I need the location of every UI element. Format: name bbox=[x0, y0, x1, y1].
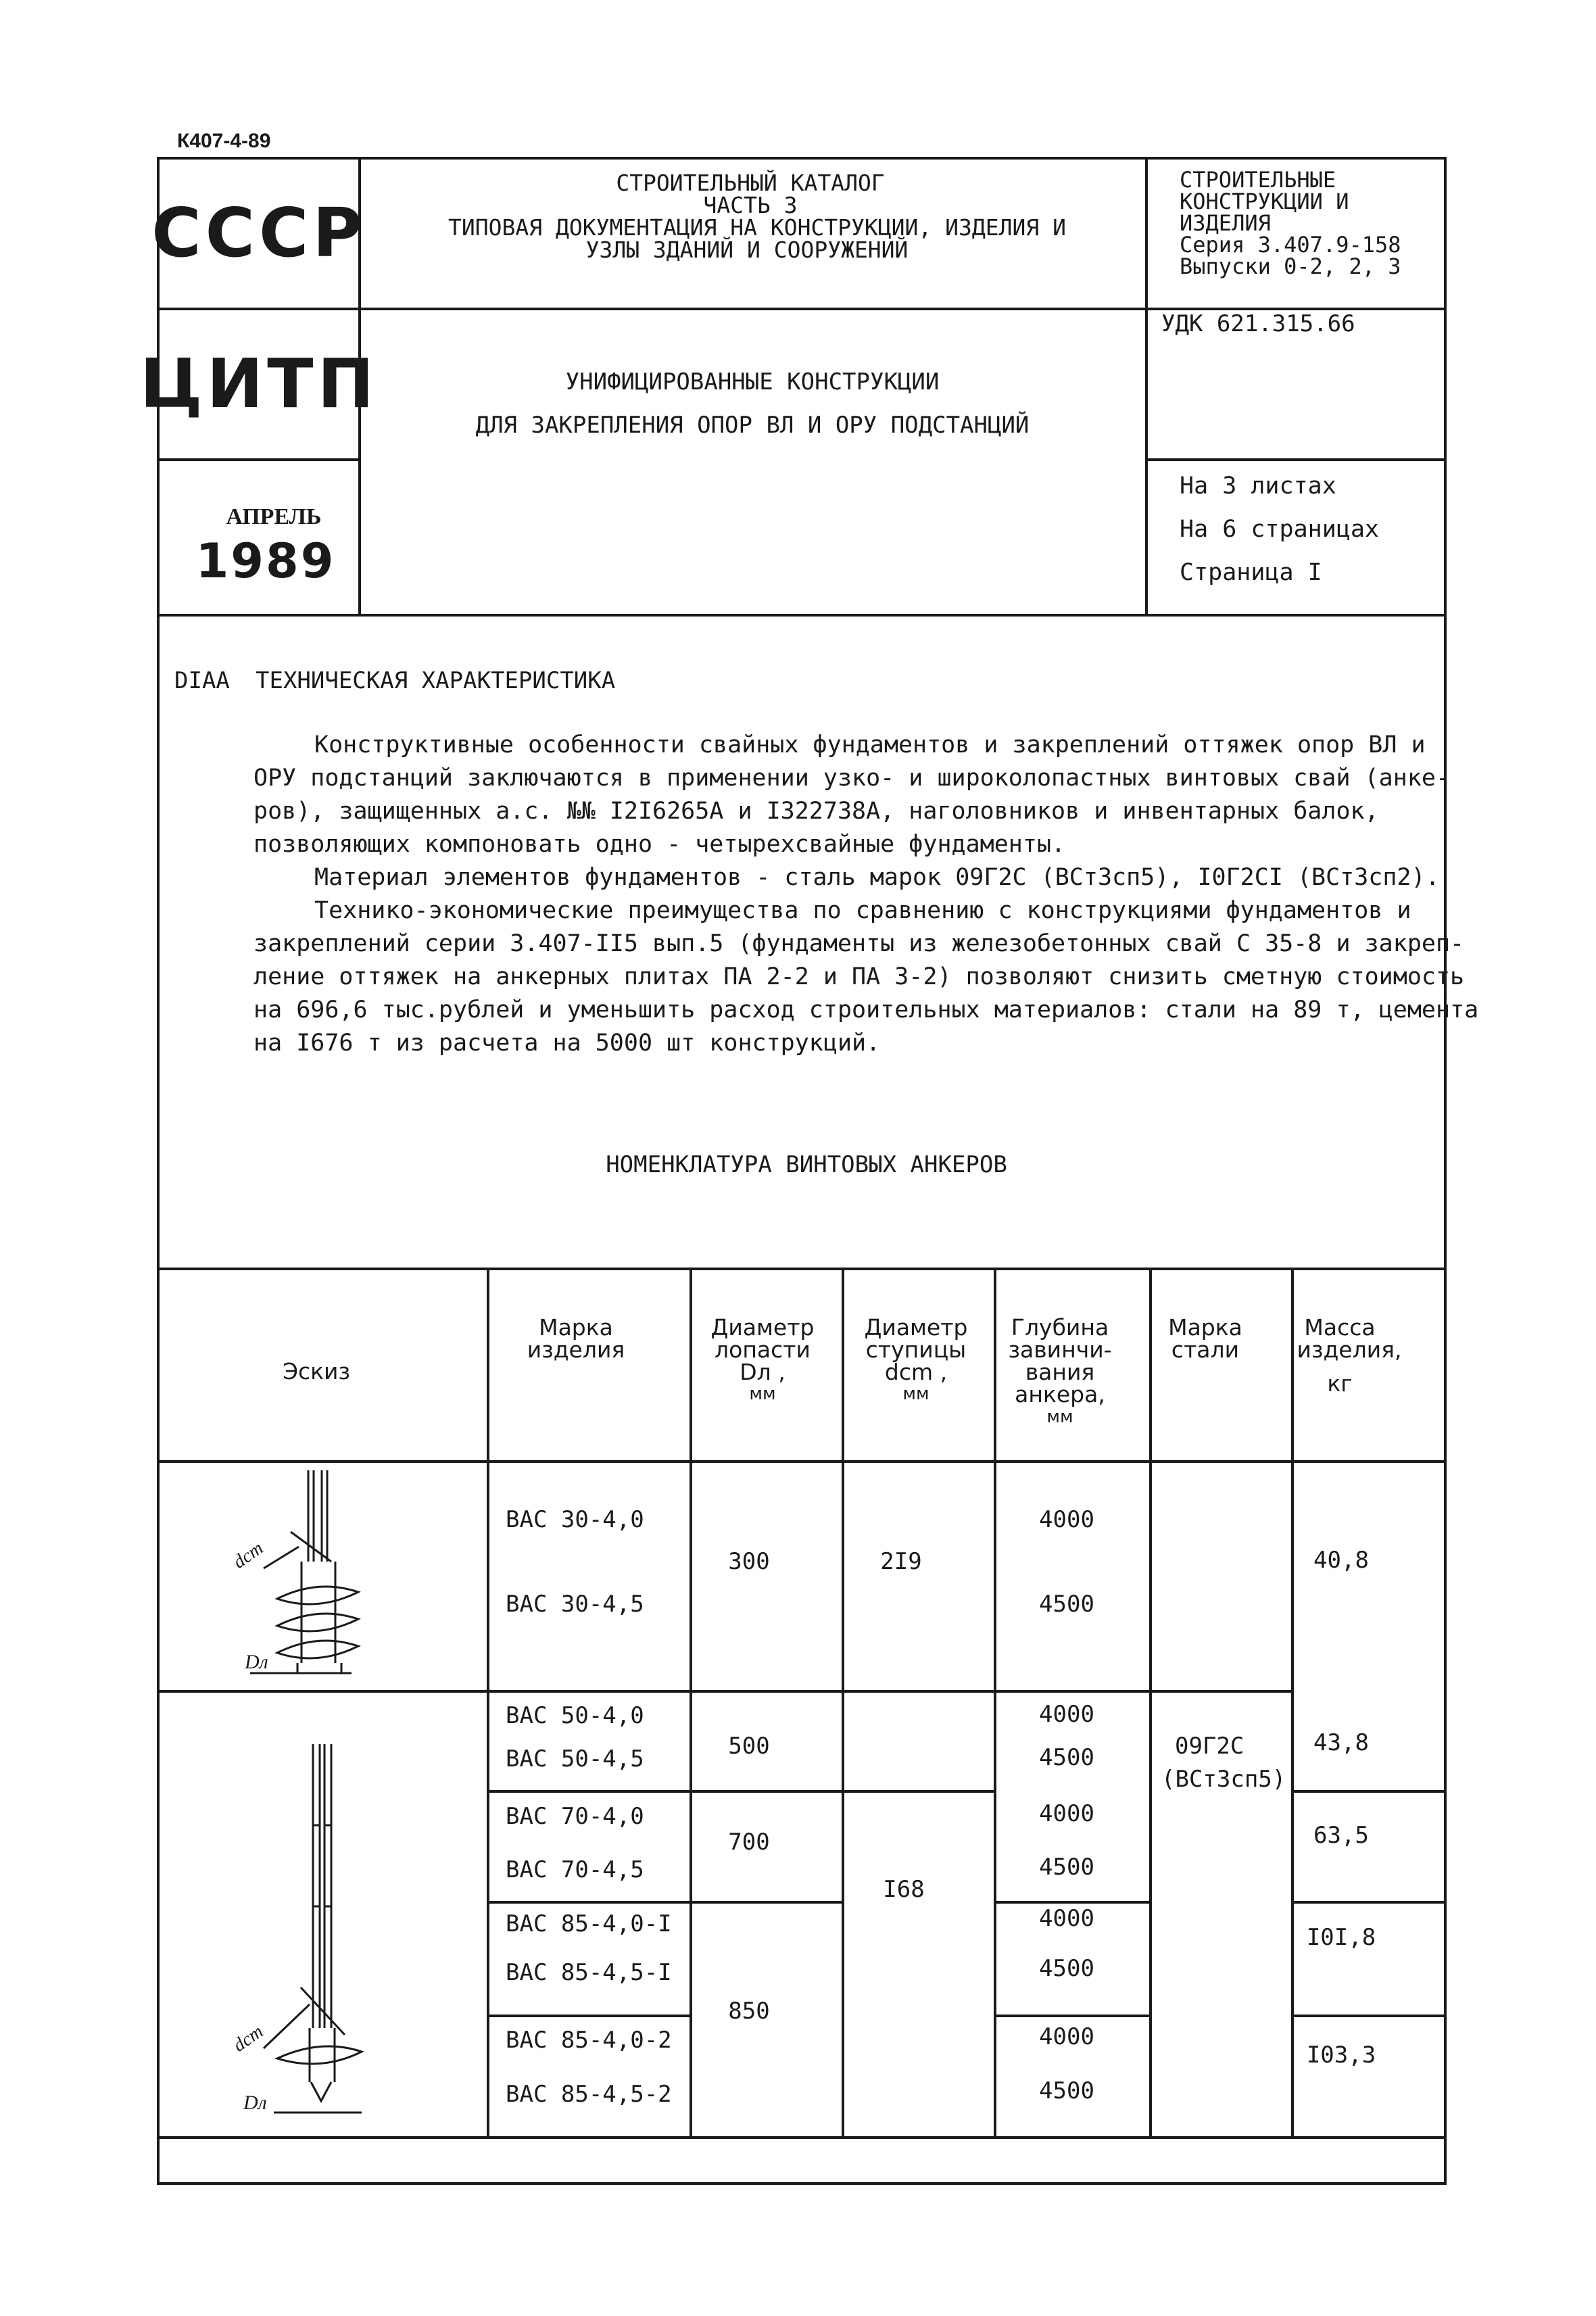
section-line-1: СТРОИТЕЛЬНЫЕ bbox=[1180, 167, 1336, 193]
row-depth-8: 4500 bbox=[1039, 1955, 1094, 1982]
catalog-line-2: ЧАСТЬ 3 bbox=[703, 192, 798, 218]
paragraph-line-2: ОРУ подстанций заключаются в применении узко- и широколопастных винтовых свай (анке- bbox=[253, 765, 1451, 792]
blade-diameter-300: 300 bbox=[728, 1548, 770, 1575]
mass-3: 63,5 bbox=[1313, 1822, 1369, 1849]
table-title: НОМЕНКЛАТУРА ВИНТОВЫХ АНКЕРОВ bbox=[606, 1151, 1007, 1178]
catalog-line-3: ТИПОВАЯ ДОКУМЕНТАЦИЯ НА КОНСТРУКЦИИ, ИЗДЕЛИЯ И bbox=[448, 214, 1066, 241]
header-hub-4: мм bbox=[902, 1384, 929, 1404]
document-title-line-1: УНИФИЦИРОВАННЫЕ КОНСТРУКЦИИ bbox=[565, 368, 940, 395]
blade-diameter-700: 700 bbox=[728, 1829, 770, 1856]
mass-1: 40,8 bbox=[1313, 1547, 1369, 1574]
mass-5: I03,3 bbox=[1306, 2042, 1376, 2069]
header-sketch: Эскиз bbox=[282, 1358, 351, 1384]
row-mark-4: ВАС 50-4,5 bbox=[506, 1745, 644, 1772]
table-col-6 bbox=[1291, 1268, 1294, 2138]
header-depth-5: мм bbox=[1046, 1407, 1073, 1427]
table-row-rule-50 bbox=[487, 1790, 994, 1793]
table-col-5 bbox=[1149, 1268, 1152, 2138]
header-mass-3: кг bbox=[1327, 1370, 1353, 1397]
org-citp: ЦИТП bbox=[139, 344, 379, 423]
row-depth-3: 4000 bbox=[1039, 1701, 1094, 1728]
paragraph-line-6: Технико-экономические преимущества по сравнению с конструкциями фундаментов и bbox=[314, 897, 1411, 924]
table-row-rule-70 bbox=[487, 1901, 842, 1904]
paragraph-line-3: ров), защищенных а.с. №№ I2I6265А и I322738А, наголовников и инвентарных балок, bbox=[253, 798, 1379, 825]
document-code: К407-4-89 bbox=[177, 130, 271, 152]
row-mark-1: ВАС 30-4,0 bbox=[506, 1506, 644, 1533]
row-depth-2: 4500 bbox=[1039, 1591, 1094, 1618]
udk-code: УДК 621.315.66 bbox=[1161, 310, 1355, 337]
blade-diameter-850: 850 bbox=[728, 1998, 770, 2025]
sketch-hub-label: dcm bbox=[229, 1537, 268, 1573]
header-steel-2: стали bbox=[1171, 1336, 1240, 1363]
header-steel-1: Марка bbox=[1168, 1314, 1242, 1341]
table-row-rule-mass-70 bbox=[1291, 1901, 1447, 1904]
row-depth-1: 4000 bbox=[1039, 1506, 1094, 1533]
header-rule-3 bbox=[157, 614, 1447, 617]
header-hub-2: ступицы bbox=[865, 1336, 967, 1363]
paragraph-line-5: Материал элементов фундаментов - сталь марок 09Г2С (ВСтЗсп5), I0Г2СI (ВСтЗсп2). bbox=[314, 864, 1440, 891]
table-col-1 bbox=[487, 1268, 489, 2138]
row-depth-6: 4500 bbox=[1039, 1854, 1094, 1881]
header-blade-3: Dл , bbox=[740, 1359, 785, 1385]
header-depth-3: вания bbox=[1025, 1359, 1095, 1385]
publication-year: 1989 bbox=[195, 533, 336, 589]
header-depth-1: Глубина bbox=[1011, 1314, 1109, 1341]
section-code: DIAA bbox=[174, 667, 230, 694]
header-mark-1: Марка bbox=[539, 1314, 613, 1341]
table-top-rule bbox=[157, 1268, 1447, 1270]
row-mark-5: ВАС 70-4,0 bbox=[506, 1803, 644, 1830]
sketch-blade-label-2: Dл bbox=[243, 2092, 267, 2114]
section-line-2: КОНСТРУКЦИИ И bbox=[1180, 189, 1349, 214]
table-col-4 bbox=[994, 1268, 996, 2138]
catalog-line-1: СТРОИТЕЛЬНЫЙ КАТАЛОГ bbox=[616, 170, 885, 196]
paragraph-line-8: ление оттяжек на анкерных плитах ПА 2-2 и ПА 3-2) позволяют снизить сметную стоимость bbox=[253, 963, 1465, 990]
row-mark-8: ВАС 85-4,5-I bbox=[506, 1959, 672, 1986]
paragraph-line-1: Конструктивные особенности свайных фундаментов и закреплений оттяжек опор ВЛ и bbox=[314, 731, 1426, 758]
table-header-rule bbox=[157, 1460, 1447, 1463]
table-row-rule-85-1 bbox=[487, 2015, 690, 2017]
row-mark-2: ВАС 30-4,5 bbox=[506, 1591, 644, 1618]
page-count: На 6 страницах bbox=[1180, 516, 1380, 543]
header-blade-1: Диаметр bbox=[710, 1314, 815, 1341]
header-blade-2: лопасти bbox=[715, 1336, 811, 1363]
publication-month: АПРЕЛЬ bbox=[226, 504, 322, 529]
series-number: Серия 3.407.9-158 bbox=[1180, 232, 1401, 258]
table-row-rule-70-depth bbox=[994, 1901, 1149, 1904]
sketch-anchor-wide-blade bbox=[223, 1467, 419, 1687]
table-row-rule-mass-85-1 bbox=[1291, 2015, 1447, 2017]
header-rule-2a bbox=[157, 458, 360, 461]
row-mark-7: ВАС 85-4,0-I bbox=[506, 1910, 672, 1937]
sketch-blade-label: Dл bbox=[245, 1651, 268, 1673]
header-hub-3: dcm , bbox=[884, 1359, 948, 1385]
header-depth-4: анкера, bbox=[1015, 1381, 1105, 1407]
mass-2: 43,8 bbox=[1313, 1729, 1369, 1756]
hub-diameter-168: I68 bbox=[883, 1876, 925, 1903]
header-hub-1: Диаметр bbox=[864, 1314, 968, 1341]
table-col-2 bbox=[690, 1268, 692, 2138]
header-mass-2: изделия, bbox=[1297, 1336, 1402, 1363]
document-title-line-2: ДЛЯ ЗАКРЕПЛЕНИЯ ОПОР ВЛ И ОРУ ПОДСТАНЦИЙ bbox=[475, 412, 1030, 439]
paragraph-line-9: на 696,6 тыс.рублей и уменьшить расход строительных материалов: стали на 89 т, цемента bbox=[253, 996, 1479, 1023]
sheet-count: На 3 листах bbox=[1180, 473, 1336, 500]
row-depth-5: 4000 bbox=[1039, 1800, 1094, 1827]
sketch-hub-label-2: dcm bbox=[229, 2021, 268, 2056]
paragraph-line-10: на I676 т из расчета на 5000 шт конструкций. bbox=[253, 1030, 881, 1057]
section-line-3: ИЗДЕЛИЯ bbox=[1180, 210, 1271, 236]
issues: Выпуски 0-2, 2, 3 bbox=[1180, 254, 1401, 279]
row-depth-10: 4500 bbox=[1039, 2077, 1094, 2104]
header-divider-right bbox=[1145, 157, 1148, 617]
header-mark-2: изделия bbox=[527, 1336, 625, 1363]
row-mark-10: ВАС 85-4,5-2 bbox=[506, 2081, 672, 2108]
catalog-line-4: УЗЛЫ ЗДАНИЙ И СООРУЖЕНИЙ bbox=[585, 237, 909, 263]
paragraph-line-7: закреплений серии 3.407-II5 вып.5 (фундаменты из железобетонных свай С 35-8 и закреп- bbox=[253, 930, 1465, 957]
mass-4: I0I,8 bbox=[1306, 1924, 1376, 1951]
paragraph-line-4: позволяющих компоновать одно - четырехсвайные фундаменты. bbox=[253, 831, 1066, 858]
section-title: ТЕХНИЧЕСКАЯ ХАРАКТЕРИСТИКА bbox=[256, 667, 616, 694]
header-rule-2b bbox=[1145, 458, 1447, 461]
table-group-rule bbox=[157, 1690, 1291, 1693]
row-mark-3: ВАС 50-4,0 bbox=[506, 1702, 644, 1729]
row-mark-9: ВАС 85-4,0-2 bbox=[506, 2027, 672, 2054]
steel-grade: 09Г2С bbox=[1175, 1733, 1244, 1760]
table-row-rule-mass-50 bbox=[1291, 1790, 1447, 1793]
sketch-anchor-narrow-blade bbox=[223, 1731, 419, 2129]
row-depth-9: 4000 bbox=[1039, 2023, 1094, 2050]
header-mass-1: Масса bbox=[1304, 1314, 1376, 1341]
row-depth-7: 4000 bbox=[1039, 1905, 1094, 1932]
row-mark-6: ВАС 70-4,5 bbox=[506, 1856, 644, 1883]
steel-grade-alt: (ВСтЗсп5) bbox=[1161, 1766, 1286, 1793]
table-col-3 bbox=[842, 1268, 844, 2138]
page-number: Страница I bbox=[1180, 559, 1322, 586]
table-bottom-rule bbox=[157, 2136, 1447, 2139]
table-row-rule-85-1-depth bbox=[994, 2015, 1149, 2017]
blade-diameter-500: 500 bbox=[728, 1733, 770, 1760]
row-depth-4: 4500 bbox=[1039, 1744, 1094, 1771]
header-depth-2: завинчи- bbox=[1008, 1336, 1112, 1363]
org-ussr: СССР bbox=[151, 193, 366, 272]
hub-diameter-219: 2I9 bbox=[880, 1548, 922, 1575]
header-blade-4: мм bbox=[749, 1384, 776, 1404]
